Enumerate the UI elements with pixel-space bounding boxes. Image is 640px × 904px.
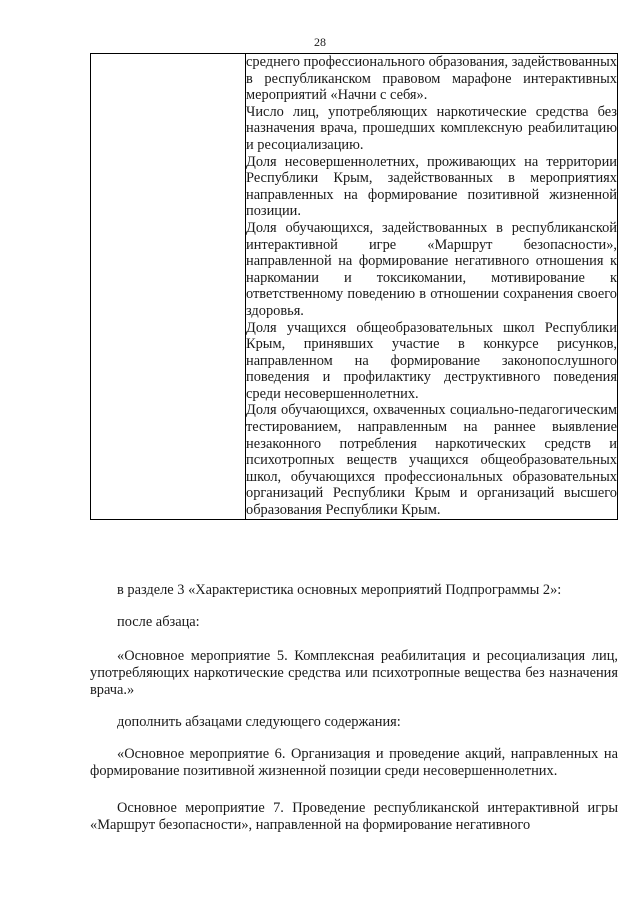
new-event-7: Основное мероприятие 7. Проведение республиканской интерактивной игры «Маршрут безопасности», направленной на формирование негативного: [90, 800, 618, 833]
indicator-text: Доля обучающихся, охваченных социально-педагогическим тестированием, направленным на раннее выявление незаконного потребления наркотических средств и психотропных веществ учащихся общеобразовательных школ, обучающихся профессиональных образовательных организаций Республики Крым и организаций высшего образования Республики Крым.: [246, 402, 617, 519]
indicator-text: Число лиц, употребляющих наркотические средства без назначения врача, прошедших комплексную реабилитацию и ресоциализацию.: [246, 103, 617, 153]
table-row: [91, 54, 618, 520]
supplement-instruction: дополнить абзацами следующего содержания:: [117, 714, 401, 730]
after-paragraph-label: после абзаца:: [117, 614, 200, 630]
indicator-text: среднего профессионального образования, задействованных в республиканском правовом марафоне интерактивных мероприятий «Начни с себя».: [246, 54, 617, 104]
table-cell-indicators: [246, 54, 618, 520]
page-number: 28: [314, 35, 326, 49]
quoted-event-5: «Основное мероприятие 5. Комплексная реабилитация и ресоциализация лиц, употребляющих наркотические средства или психотропные вещества без назначения врача.»: [90, 648, 618, 698]
indicator-text: Доля учащихся общеобразовательных школ Республики Крым, принявших участие в конкурсе рисунков, направленном на формирование законопослушного поведения и профилактику деструктивного поведения среди несовершеннолетних.: [246, 319, 617, 402]
table-cell-empty: [91, 54, 246, 520]
indicators-table: [90, 53, 618, 520]
indicator-text: Доля несовершеннолетних, проживающих на территории Республики Крым, задействованных в мероприятиях направленных на формирование позитивной жизненной позиции.: [246, 153, 617, 220]
new-event-6: «Основное мероприятие 6. Организация и проведение акций, направленных на формирование позитивной жизненной позиции среди несовершеннолетних.: [90, 746, 618, 779]
indicator-text: Доля обучающихся, задействованных в республиканской интерактивной игре «Маршрут безопасности», направленной на формирование негативного отношения к наркомании и токсикомании, мотивирование к ответственному поведению в отношении сохранения своего здоровья.: [246, 219, 617, 319]
section-reference: в разделе 3 «Характеристика основных мероприятий Подпрограммы 2»:: [117, 582, 562, 598]
